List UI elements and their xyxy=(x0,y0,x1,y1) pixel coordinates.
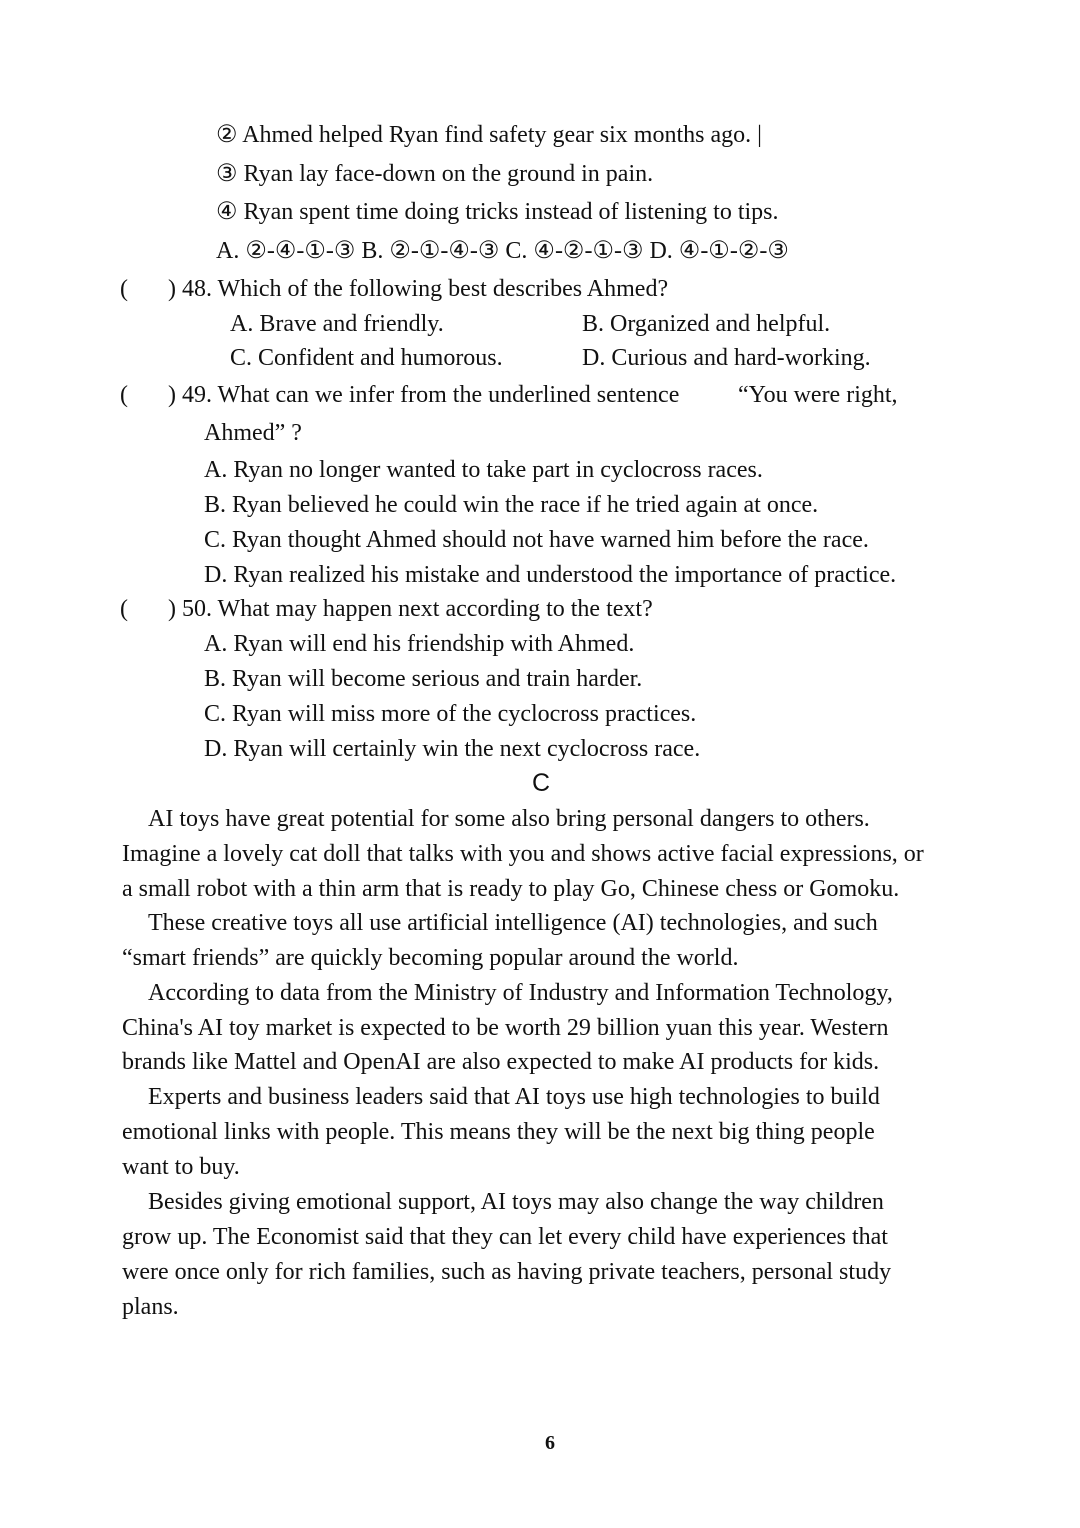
passage-line: These creative toys all use artificial intelligence (AI) technologies, and such xyxy=(148,910,878,936)
passage-line: Imagine a lovely cat doll that talks with you and shows active facial expressions, or xyxy=(122,841,924,867)
question-49-quote: “You were right, xyxy=(738,382,898,408)
passage-line: China's AI toy market is expected to be worth 29 billion yuan this year. Western xyxy=(122,1015,889,1041)
passage-line: Besides giving emotional support, AI toys may also change the way children xyxy=(148,1189,884,1215)
question-49-stem: ) 49. What can we infer from the underlined sentence xyxy=(168,382,680,408)
question-48-stem: ) 48. Which of the following best describes Ahmed? xyxy=(168,276,669,302)
question-47-item-3: ③ Ryan lay face-down on the ground in pain. xyxy=(216,161,654,187)
question-47-item-2: ② Ahmed helped Ryan find safety gear six months ago. | xyxy=(216,122,762,148)
passage-line: brands like Mattel and OpenAI are also expected to make AI products for kids. xyxy=(122,1049,880,1075)
passage-line: want to buy. xyxy=(122,1154,240,1180)
passage-line: AI toys have great potential for some also bring personal dangers to others. xyxy=(148,806,870,832)
passage-line: grow up. The Economist said that they can let every child have experiences that xyxy=(122,1224,888,1250)
passage-line: According to data from the Ministry of Industry and Information Technology, xyxy=(148,980,893,1006)
section-heading: C xyxy=(532,769,551,797)
page-number: 6 xyxy=(545,1432,555,1454)
question-47-item-4: ④ Ryan spent time doing tricks instead of listening to tips. xyxy=(216,199,779,225)
question-50-option-d: D. Ryan will certainly win the next cyclocross race. xyxy=(204,736,701,762)
passage-line: were once only for rich families, such as having private teachers, personal study xyxy=(122,1259,892,1285)
passage-line: Experts and business leaders said that AI toys use high technologies to build xyxy=(148,1084,880,1110)
question-48-paren: ( xyxy=(120,276,128,302)
question-49-option-b: B. Ryan believed he could win the race if he tried again at once. xyxy=(204,492,819,518)
question-50-option-a: A. Ryan will end his friendship with Ahmed. xyxy=(204,631,635,657)
passage-line: plans. xyxy=(122,1294,179,1320)
question-49-paren: ( xyxy=(120,382,128,408)
passage-line: “smart friends” are quickly becoming popular around the world. xyxy=(122,945,739,971)
question-47-options: A. ②-④-①-③ B. ②-①-④-③ C. ④-②-①-③ D. ④-①-②-③ xyxy=(216,238,789,264)
question-49-option-d: D. Ryan realized his mistake and understood the importance of practice. xyxy=(204,562,897,588)
question-48-option-a: A. Brave and friendly. xyxy=(230,311,444,337)
question-50-stem: ) 50. What may happen next according to the text? xyxy=(168,596,653,622)
question-50-option-c: C. Ryan will miss more of the cyclocross practices. xyxy=(204,701,697,727)
question-49-option-a: A. Ryan no longer wanted to take part in cyclocross races. xyxy=(204,457,763,483)
question-48-option-c: C. Confident and humorous. xyxy=(230,345,503,371)
question-50-option-b: B. Ryan will become serious and train harder. xyxy=(204,666,643,692)
question-49-option-c: C. Ryan thought Ahmed should not have warned him before the race. xyxy=(204,527,869,553)
question-48-option-b: B. Organized and helpful. xyxy=(582,311,831,337)
question-50-paren: ( xyxy=(120,596,128,622)
passage-line: a small robot with a thin arm that is ready to play Go, Chinese chess or Gomoku. xyxy=(122,876,900,902)
passage-line: emotional links with people. This means they will be the next big thing people xyxy=(122,1119,875,1145)
question-48-option-d: D. Curious and hard-working. xyxy=(582,345,871,371)
question-49-quote-cont: Ahmed” ? xyxy=(204,420,302,446)
